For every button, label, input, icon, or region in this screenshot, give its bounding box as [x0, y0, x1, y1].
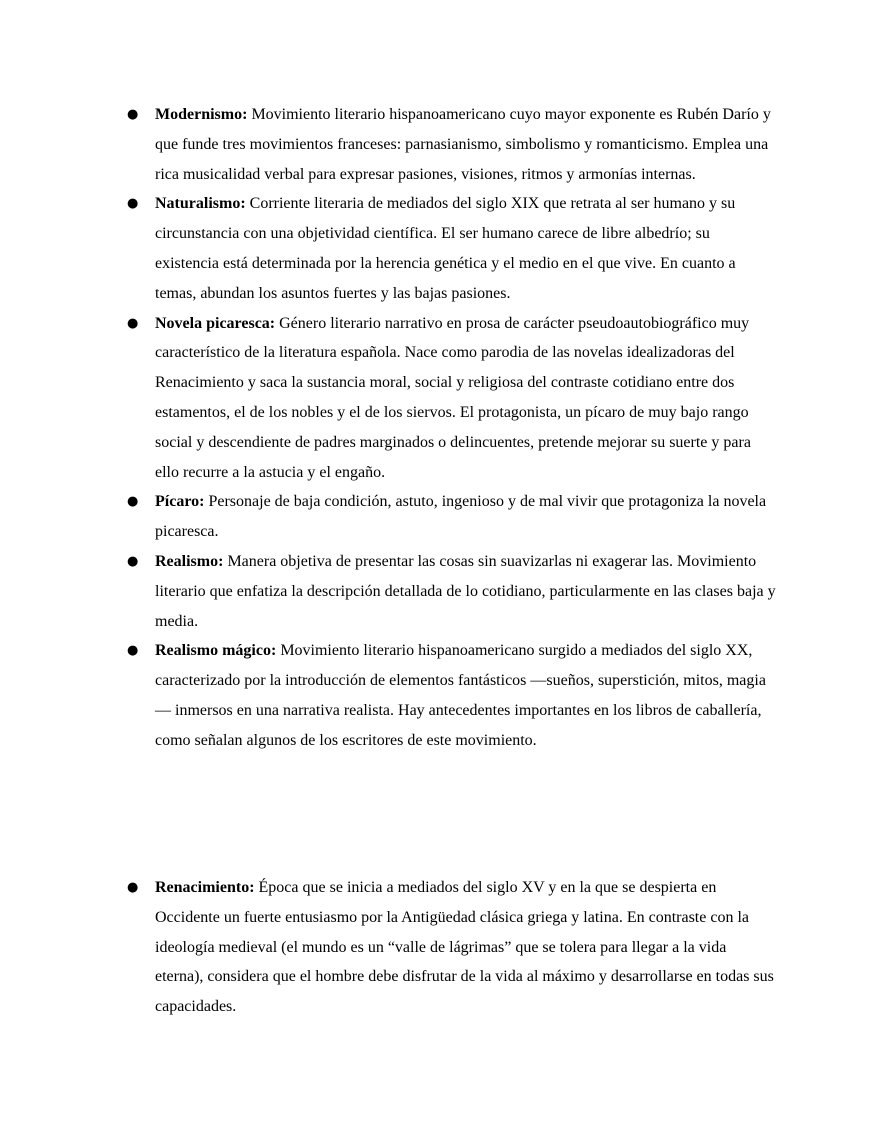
- entry-term: Pícaro:: [155, 493, 205, 511]
- entry-term: Modernismo:: [155, 106, 248, 123]
- bullet-icon: ●: [127, 315, 139, 331]
- entry-definition: Época que se inicia a mediados del siglo XV y en la que se despierta en Occidente un fuerte entusiasmo por la Antigüedad clásica griega y latina. En contraste con la ideología medieval (el mundo es un “valle de lágrimas” que se tolera para llegar a la vida eterna), considera que el hombre debe disfrutar de la vida al máximo y desarrollarse en todas sus capacidades.: [155, 879, 774, 1016]
- entry-definition: Corriente literaria de mediados del siglo XIX que retrata al ser humano y su circunstancia con una objetividad científica. El ser humano carece de libre albedrío; su existencia está determinada por la herencia genética y el medio en el que vive. En cuanto a temas, abundan los asuntos fuertes y las bajas pasiones.: [155, 195, 736, 302]
- entry-term: Renacimiento:: [155, 879, 255, 896]
- bullet-icon: ●: [127, 553, 139, 569]
- entry-definition: Personaje de baja condición, astuto, ingenioso y de mal vivir que protagoniza la novela picaresca.: [155, 493, 767, 541]
- bullet-icon: ●: [127, 643, 139, 659]
- entry-term: Realismo:: [155, 552, 224, 570]
- glossary-entry-picaro: [127, 487, 777, 547]
- glossary-entry-renacimiento: [127, 873, 777, 1022]
- entry-definition: Manera objetiva de presentar las cosas sin suavizarlas ni exagerar las. Movimiento literario que enfatiza la descripción detallada de lo cotidiano, particularmente en las clases baja y media.: [155, 552, 776, 630]
- glossary-entry-novela-picaresca: [127, 309, 777, 488]
- entry-term: Realismo mágico:: [155, 642, 277, 660]
- entry-definition: Género literario narrativo en prosa de carácter pseudoautobiográfico muy característico de la literatura española. Nace como parodia de las novelas idealizadoras del Renacimiento y saca la sustancia moral, social y religiosa del contraste cotidiano entre dos estamentos, el de los nobles y el de los siervos. El protagonista, un pícaro de muy bajo rango social y descendiente de padres marginados o delincuentes, pretende mejorar su suerte y para ello recurre a la astucia y el engaño.: [155, 314, 751, 481]
- bullet-icon: ●: [127, 494, 139, 510]
- glossary-entry-naturalismo: [127, 189, 777, 308]
- entry-term: Novela picaresca:: [155, 314, 276, 332]
- bullet-icon: ●: [127, 196, 139, 212]
- glossary-entry-realismo: [127, 547, 777, 636]
- glossary-entry-realismo-magico: [127, 636, 777, 755]
- entry-definition: Movimiento literario hispanoamericano surgido a mediados del siglo XX, caracterizado por la introducción de elementos fantásticos —sueños, superstición, mitos, magia— inmersos en una narrativa realista. Hay antecedentes importantes en los libros de caballería, como señalan algunos de los escritores de este movimiento.: [155, 642, 766, 749]
- entry-term: Naturalismo:: [155, 195, 246, 213]
- glossary-list: [127, 100, 777, 756]
- glossary-entry-modernismo: [127, 100, 777, 189]
- bullet-icon: ●: [127, 880, 139, 895]
- entry-definition: Movimiento literario hispanoamericano cuyo mayor exponente es Rubén Darío y que funde tres movimientos franceses: parnasianismo, simbolismo y romanticismo. Emplea una rica musicalidad verbal para expresar pasiones, visiones, ritmos y armonías internas.: [155, 106, 771, 183]
- bullet-icon: ●: [127, 107, 139, 122]
- glossary-list-continued: [127, 873, 777, 1022]
